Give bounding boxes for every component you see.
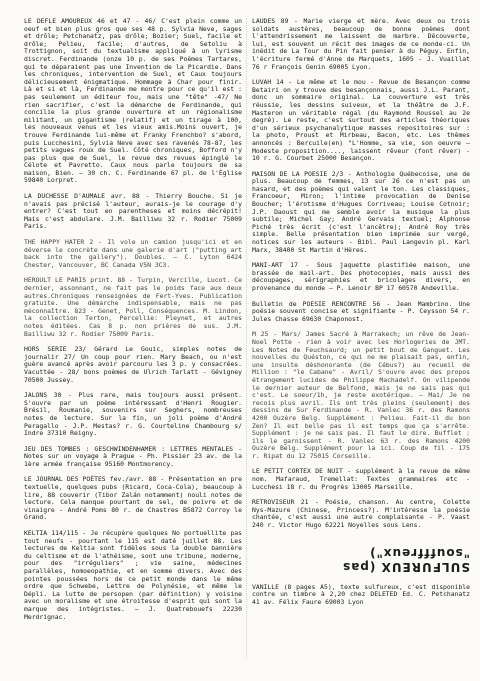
review-entry: LE JOURNAL DES POÈTES fev./avr. 88 - Présentation en pre textuelle, quelques pubs (Ricard, Coca-Cola), beaucoup à lire, 88 couverir (Tibor Zalán notamment) nouli notes de lecture. Cela manque pourtant de sel, de poivre et de vinaigre - André Poms 80 r. de Chastres B5872 Corroy le Grand.: [24, 475, 242, 522]
review-entry: THE HAPPY HATER 2 - Il vole un camion jusqu'ici et en déverse le concrète dans une galerie d'art ("putting art back into the gallery"). Doubles. — C. Lyton 6424 Chester, Vancouver, BC Canada V5N 3C3.: [24, 238, 242, 269]
right-column: [252, 18, 470, 614]
review-entry: LE PETIT CORTEX DE NUIT - supplément à la revue de même nom. Mafaraud, Tremellat: Textes grammaires etc - Lucchesi 18 r. du Progrès 13005 Marseille.: [252, 467, 470, 491]
review-entry: Bulletin de POESIE RENCONTRE 56 - Jean Mambrino. Une poésie souvent concise et signifiante - P. Ceysson 54 r. Jules Chasse 69630 Chaponost.: [252, 299, 470, 323]
review-entry: LA DUCHESSE D'AUMALE avr. 88 - Thierry Bouche. Si je n'avais pas précisé l'auteur, aurais-je le courage d'y entrer? C'est tout en parentheses et moins décrépit! Mais c'est abdulare. J.M. Bailliwu 32 r. Rodier 75009 Paris.: [24, 192, 242, 231]
review-entry: RETROVISEUR 21 - Poésie, chanson. Au centre, Colette Nys-Mazure (Chinese, Princess?). M'intéresse la poésie chantée, c'est aussi une autre complaisante - P. Vaast 240 r. Victor Hugo 62221 Noyelles sous Lens.: [252, 498, 470, 530]
column-divider: [246, 18, 247, 658]
review-entry: LE DEFLE AMOUREUX 46 et 47 - 46/ C'est plein comme un oeuf et bien plus gros que ses 48 p. Sylvia Neve, sages et drôle; Petchanatz, pas drôle; Bozier; Suel, facile et drôle; Pelieu, facile; d'autres, de Setoliu à Trottignon, soit du textualisme appliqué à un lyrisme discret. Ferdinande (onze 10 p. de ses Poèmes Tartares, qui te déparaient pas une Invention de la Picardie. Dans les chroniques, intervention de Suel, et Caux toujours délicieusement énigmatique. Hommage à Char pour finir. Là et si et là, Ferdinande me montre pour ce qu'il est : pas seulement un éditeur fou, mais une "tête" -47/ Ne rien sacrifier, c'est la démarche de Ferdinande, qui concilie la plus grande ouverture et un régionalisme militant, un gigantisme (relatif) et un tirage à 100, les nouveaux venus et les vieux amis.Moins ouvert, je trouve Ferdinande lui-même et Franky Frenchbo? s'abord, puis Lucchesini, Sylvia Neve avec ses ravenés 78-87, les petits vagues roux de Suel. Côté chroniques, Bofford n'y pas plus que de Suel, le revue des revues épinglé le Célote et Pavretto. Caux nous parle toujours de sa maison, Bien. — 30 ch. C. Ferdinande 67 pl. de l'Église 59840 Lorpret.: [24, 17, 242, 185]
review-entry: KELTIA 114/115 - Je récupère quelques No portuellite pas tout neufs - pourtant le 115 est daté juillet 88. Les lectures de Keltia sont fidèles sous la double bannière du celtisme et de l'athéisme, sont une tribune, moderne, pour des "irréguliers" ; vie saine, médecines parallèles, homoeopathie, et en somme divers. Avec des pointes poussées hors de ce petit monde dans le même ordre que Schwebe, Lettre de Polynésie, et même le Dépli. La lutte de persopen (par définition) y voisine avec un moralisme et une étroitesse d'esprit qui sont la marque des intégristes. — J. Quatrebouefs 22230 Merdrignac.: [24, 529, 242, 621]
review-entry: LUVAH 14 - Le même et le mou - Revue de Besançon comme Betairi on y trouve des besançonnais, aussi J.L. Parant, donc un sommaire original. La couverture est très réussie, les dessins suiveux, et la théâtre de J.F. Masteron un véritable régal (du Raymond Roussel au 2e degré). Le reste, c'est surtout des articles théoriques d'un sérieux psychanalytique masses repositoires sur : la photo, Proust et Mirbeau, Bacon, etc. Les thèmes annoncés : Bercuile(en) "L'Homme, sa vie, son oeuvre — Modeste proposition...., laissent rêveur (font rêver) - 10 r. G. Courbet 25000 Besançon.: [252, 78, 470, 163]
review-entry: HORS SERIE 23/ Gérard Le Gouic, simples notes de journalir 27/ Un coup pour rien. Mary Beach, ou n'est guère avancé après avoir parcouru les 3 p. y consacrées. Vacuttée - 28/ bons poèmes de Ulrich Tarlatt - Gévigney 70500 Jussey.: [24, 345, 242, 384]
review-entry: JALONS 30 - Plus rare, mais toujours aussi présent. S'ouvre par un poème intéressant d'Henri Rougier. Brésil, Roumanie, souvenirs sur Seghers, nombreuses notes de lecture. Sur la fin, un joli poème d'André Peragallo - J.P. Mestas? r. G. Courteline Chambourg s/ Indre 37310 Reigny.: [24, 391, 242, 438]
review-entry: VANILLE (8 pages A5), texte sulfureux, c'est disponible contre un timbre à 2,20 chez DELETED Ed. C. Petchanatz 41 av. Félix Faure 69003 Lyon: [252, 582, 470, 606]
review-entry: M 25 - Mars/ James Sacré à Marrakech; un rêve de Jean-Noel Potte - rien à voir avec les Horlogeries de JMT. Les Notes de Feuchsaurd; un petit bout de Ganguet. Les nouvelles du Quéston, ce qui ne me plaisait pas, enfin, une insulte déshonorante (de Cébus?) au recueil de Million : "le Cabane" - Avril/ S'ouvre avec des propos étrangement lucides de Philippe Machadelf. On vilipende le dernier auteur de Belfond, mais je ne sais pas qui c'est. Le soeur/1h, je reste exotérique. — Mai/ Je ne recois plus avril. Ils ont très pleins (seulement) des dessins de Sur Ferdinande - R. Vanlec 36 r. des Ramons 4200 Ouzère Belg. Supplément : Pelieu. Fait-il du bon Zen? Il est belle pas il est temps que ça s'arrête. Supplément : je ne sais pas. Il faut le dire. Bufflet : ils le garnissent - R. Vanlec 63 r. des Ramons 4200 Ouzère Belg. Supplément pour la ici. Coup de fil - 175 r. Ripat du 12 75015 Corseille.: [252, 330, 470, 460]
upside-down-stamp: SULFUREUX (pas "soufffreux"): [342, 545, 470, 574]
review-entry: MAISON DE LA POESIE 2/3 - Anthologie Québecoise, une de plus. Beaucoup de femmes, 13 sur 26 ce n'est pas un hasard, et des poèmes qui valent le ton. Les classiques, Francoeur, Miron; l'intime provocation de Denise Boucher; l'érotisme d'Hugues Corriveau; Louise Cotnoir; J.P. Daoust qui me semble avoir la musique la plus subtile; Michel Gay; André Gervais textuel; Alphonse Piché très écrit (c'est l'ancêtre); André Roy très simple. Belle présentation bien imprimée sur vergé, notices sur les auteurs - Bibl. Paul Langevin pl. Karl Marx, 38400 St Martin d'Hères.: [252, 169, 470, 254]
review-entry: MANI-ART 17 - Sous jaquette plastifiée maison, une brassée de mail-art. Des photocopies, mais aussi des découpages, sérigraphies et bricolages divers, en provenance du monde — P. Lenoir BP 17 60570 Andeville.: [252, 261, 470, 292]
left-column: [24, 18, 242, 629]
review-entry: JEU DES TOMBES : GESCHWINDENHAMER : LETTRES MENTALES - Notes sur un voyage à Prague - Ph. Pissier 23 av. de la 1ère armée française 95160 Montmorency.: [24, 444, 242, 468]
review-entry: HEROULT LE PARIS print. 88 - Turpin, Vercille, Lucot. Ce dernier, assonnant, ne fait pas le poids face aux deux autres.Chroniques renseignées de Fert-Yves. Publication gratuite. Une démarche indispensable, mais ne pas méconnaître. 823 - Genet, Poll, Conséquences. M. Lindon, la collection Terton, Percellie: Pleynet, et autres notes éditées. Cas 8 p. non prières de sus. J.M. Bailliwu 32 r. Rodier 75009 Paris.: [24, 276, 242, 338]
review-entry: LAUDES 89 - Marie vierge et mère. Avec deux ou trois soldats austères, beaucoup de bonne poèmes dont l'attendrissement me laissent de marbre. Découverte, lui, est souvent un récit des images de ce monde-ci. Un inédit de La Tour du Pin fait penser à du Péguy. Enfin, l'écriture fermé d'Anne de Marquets, 1605 - J. Vuaillat 76 r François Genin 69005 Lyon.: [252, 17, 470, 71]
